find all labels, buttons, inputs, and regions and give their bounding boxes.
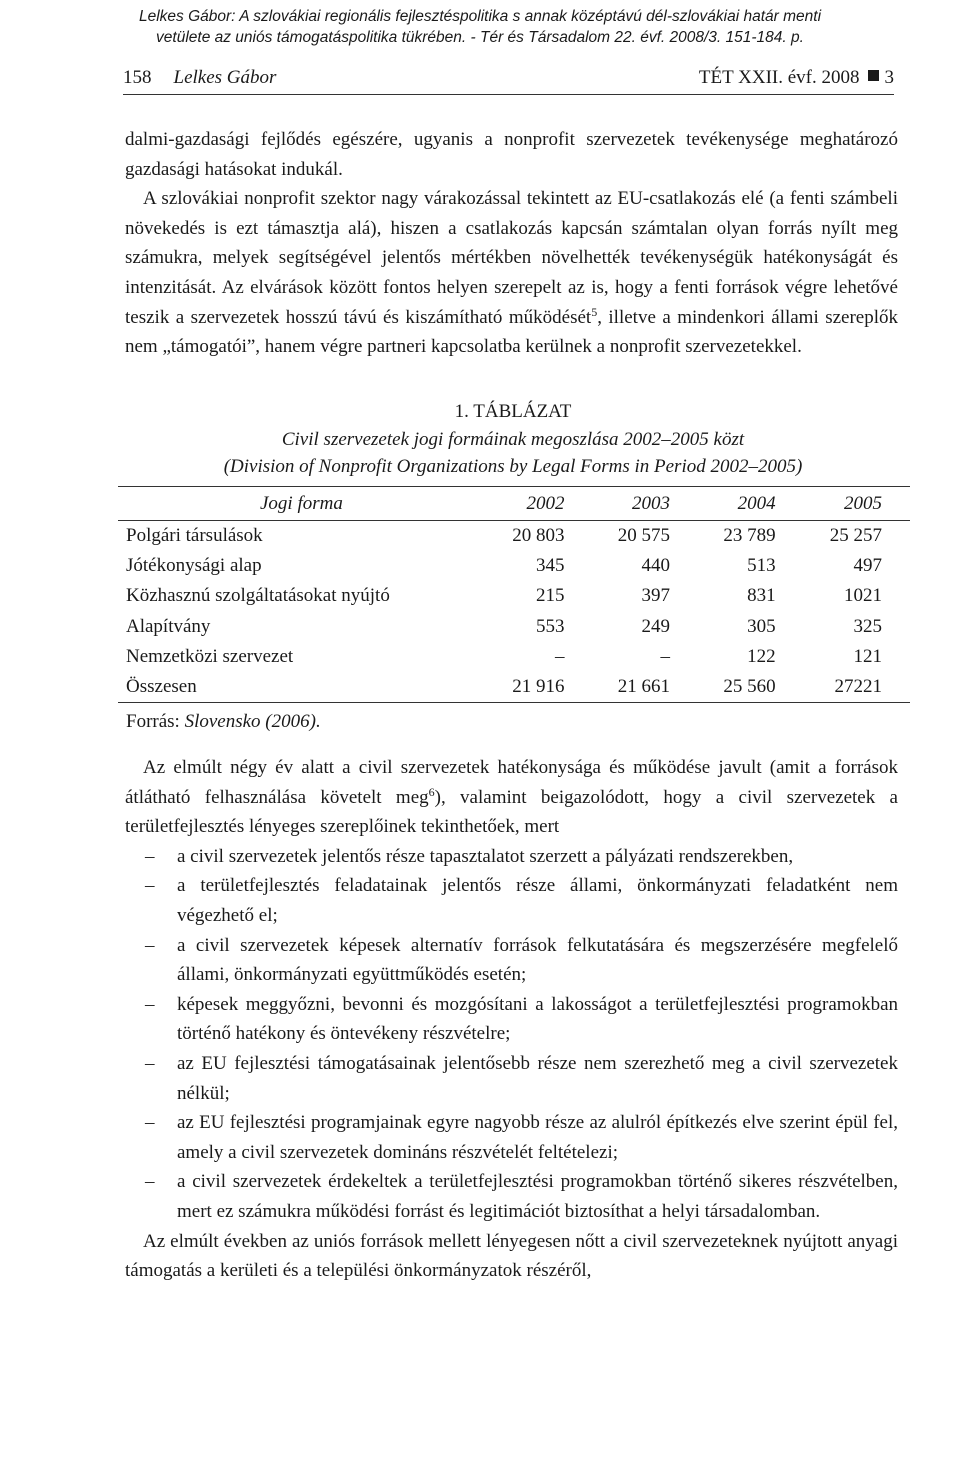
table-cell: 249 bbox=[641, 615, 671, 637]
header-2002: 2002 bbox=[485, 487, 591, 521]
table-cell: 121 bbox=[853, 645, 882, 667]
source-label: Forrás: bbox=[126, 711, 180, 732]
citation-header bbox=[0, 6, 960, 48]
list-item-text: az EU fejlesztési programjainak egyre nagyobb része az alulról építkezés elve szerint épül fel, amely a civil szervezetek domináns részvételét feltételezi; bbox=[177, 1112, 898, 1163]
dash-bullet-icon: – bbox=[145, 934, 155, 956]
table-cell: 831 bbox=[747, 585, 776, 607]
table-cell: 25 257 bbox=[829, 525, 882, 547]
paragraph-text: A szlovákiai nonprofit szektor nagy várakozással tekintett az EU-csatlakozás elé (a fenti számbeli növekedés is ezt támasztja alá), hiszen a csatlakozás kapcsán számtalan olyan forrás nyílt meg számukra, melyek segítségével jelentős mértékben növelhették tevékenységük hatékonyságát és intenzitását. Az elvárások között fontos helyen szerepelt az is, hogy a fenti források végre lehetővé teszik a szervezetek hosszú távú és kiszámítható működését bbox=[125, 188, 898, 328]
table-cell: 21 661 bbox=[617, 676, 671, 698]
list-item-text: a civil szervezetek jelentős része tapasztalatot szerzett a pályázati rendszerekben, bbox=[177, 845, 794, 867]
reasons-list bbox=[125, 842, 898, 1227]
table-cell: 513 bbox=[747, 555, 776, 577]
header-2004: 2004 bbox=[696, 487, 802, 521]
row-label: Közhasznú szolgáltatásokat nyújtó bbox=[126, 585, 390, 607]
table-cell: 20 575 bbox=[617, 525, 671, 547]
row-label: Alapítvány bbox=[126, 615, 211, 637]
body-text-top bbox=[125, 125, 898, 362]
table-total-row bbox=[118, 672, 910, 703]
header-legal-form: Jogi forma bbox=[118, 487, 485, 521]
running-head-author: Lelkes Gábor bbox=[173, 67, 277, 88]
citation-line-2: vetülete az uniós támogatáspolitika tükrében. - Tér és Társadalom 22. évf. 2008/3. 151-184. p. bbox=[156, 29, 804, 46]
table-row bbox=[118, 521, 910, 552]
paragraph-eu-accession bbox=[125, 184, 898, 362]
row-label: Összesen bbox=[126, 676, 197, 698]
dash-bullet-icon: – bbox=[145, 845, 155, 867]
table-cell: 21 916 bbox=[512, 676, 565, 698]
legal-forms-table bbox=[118, 486, 910, 703]
table-row bbox=[118, 642, 910, 672]
list-item-text: az EU fejlesztési támogatásainak jelentősebb része nem szerezhető meg a civil szervezetek nélkül; bbox=[177, 1052, 898, 1104]
list-item-text: képesek meggyőzni, bevonni és mozgósítani a lakosságot a területfejlesztési programokban történő hatékony és öntevékeny részvételre; bbox=[177, 993, 898, 1045]
list-item bbox=[125, 990, 898, 1049]
dash-bullet-icon: – bbox=[145, 1112, 155, 1134]
footnote-ref[interactable]: 5 bbox=[591, 304, 598, 319]
table-number: 1. TÁBLÁZAT bbox=[454, 401, 572, 422]
dash-bullet-icon: – bbox=[145, 875, 155, 897]
paragraph-civil-effectiveness bbox=[125, 753, 898, 842]
running-head-left bbox=[123, 64, 276, 92]
list-item-text: a civil szervezetek érdekeltek a területfejlesztési programokban történő sikeres részvételben, mert ez számukra működési forrást és legitimációt biztosíthat a helyi társadalomban. bbox=[177, 1171, 898, 1222]
table-cell: 25 560 bbox=[723, 676, 776, 698]
list-item bbox=[125, 1049, 898, 1108]
paragraph-text: Az elmúlt négy év alatt a civil szervezetek hatékonysága és működése javult (amit a források átlátható felhasználása követelt meg bbox=[125, 757, 898, 808]
paragraph-text: ), valamint beigazolódott, hogy a civil szervezetek a területfejlesztés lényeges szereplőinek tekinthetőek, mert bbox=[125, 786, 898, 838]
table-cell: 440 bbox=[641, 555, 671, 577]
table-cell: 1021 bbox=[844, 585, 882, 607]
table-cell: 23 789 bbox=[723, 525, 776, 547]
body-text-bottom bbox=[125, 753, 898, 1286]
list-item bbox=[125, 931, 898, 990]
running-head-right bbox=[699, 64, 894, 92]
table-row bbox=[118, 581, 910, 611]
table-row bbox=[118, 612, 910, 642]
table-cell: 215 bbox=[535, 585, 565, 607]
list-item bbox=[125, 1167, 898, 1226]
table-cell: 27221 bbox=[834, 676, 882, 698]
journal-info: TÉT XXII. évf. 2008 bbox=[698, 67, 860, 88]
issue-number: 3 bbox=[884, 67, 894, 88]
dash-bullet-icon: – bbox=[145, 1052, 155, 1074]
table-header-row bbox=[118, 487, 910, 521]
paragraph-continuation: dalmi-gazdasági fejlődés egészére, ugyanis a nonprofit szervezetek tevékenysége meghatározó gazdasági hatásokat indukál. bbox=[125, 129, 898, 180]
table-title-hungarian: Civil szervezetek jogi formáinak megoszlása 2002–2005 közt bbox=[281, 429, 745, 450]
dash-bullet-icon: – bbox=[145, 1171, 155, 1193]
paragraph-text: , illetve a mindenkori állami szereplők nem „támogatói”, hanem végre partneri kapcsolatba kerülnek a nonprofit szervezetekkel. bbox=[125, 306, 898, 358]
table-cell: 397 bbox=[641, 585, 671, 607]
list-item bbox=[125, 1108, 898, 1167]
table-cell: 325 bbox=[853, 615, 882, 637]
list-item-text: a területfejlesztés feladatainak jelentős része állami, önkormányzati feladatként nem végezhető el; bbox=[177, 875, 898, 926]
square-bullet-icon bbox=[868, 70, 879, 81]
list-item bbox=[125, 871, 898, 930]
source-value: Slovensko (2006). bbox=[184, 711, 321, 732]
row-label: Polgári társulások bbox=[126, 525, 263, 547]
table-cell: 497 bbox=[853, 555, 882, 577]
table-cell: – bbox=[554, 645, 565, 667]
table-cell: 20 803 bbox=[512, 525, 565, 547]
running-head bbox=[123, 64, 894, 95]
paragraph-eu-funds: Az elmúlt években az uniós források mellett lényegesen nőtt a civil szervezeteknek nyújtott anyagi támogatás a kerületi és a települési önkormányzatok részéről, bbox=[125, 1230, 898, 1282]
row-label: Nemzetközi szervezet bbox=[126, 645, 294, 667]
header-2003: 2003 bbox=[590, 487, 696, 521]
table-cell: 553 bbox=[535, 615, 565, 637]
citation-line-1: Lelkes Gábor: A szlovákiai regionális fejlesztéspolitika s annak középtávú dél-szlovákiai határ menti bbox=[138, 8, 822, 25]
table-title-english: (Division of Nonprofit Organizations by Legal Forms in Period 2002–2005) bbox=[223, 456, 803, 477]
table-cell: 122 bbox=[747, 645, 776, 667]
table-cell: 305 bbox=[747, 615, 776, 637]
table-row bbox=[118, 551, 910, 581]
page-number: 158 bbox=[123, 67, 152, 88]
row-label: Jótékonysági alap bbox=[126, 555, 262, 577]
table-cell: 345 bbox=[535, 555, 565, 577]
list-item bbox=[125, 842, 898, 872]
header-2005: 2005 bbox=[802, 487, 910, 521]
dash-bullet-icon: – bbox=[145, 993, 155, 1015]
table-source bbox=[126, 708, 321, 736]
table-cell: – bbox=[660, 645, 671, 667]
footnote-ref[interactable]: 6 bbox=[428, 784, 435, 799]
list-item-text: a civil szervezetek képesek alternatív források felkutatására és megszerzésére megfelelő állami, önkormányzati együttműködés esetén; bbox=[177, 934, 898, 986]
